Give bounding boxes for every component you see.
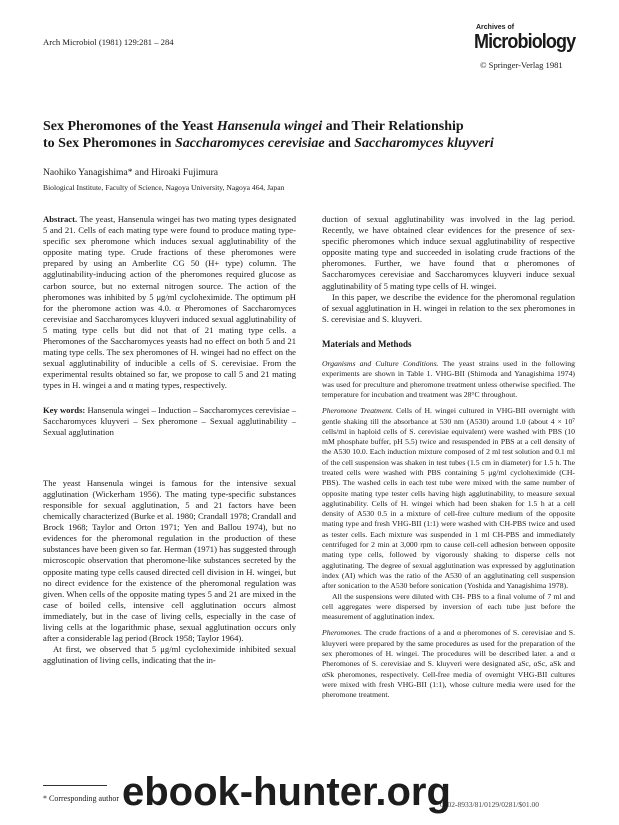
methods-paragraph	[322, 628, 575, 700]
methods-paragraph: All the suspensions were diluted with CH- PBS to a final volume of 7 ml and cell aggregates were dispersed by inversion of each tube just before the measurement of agglutination index.	[322, 591, 575, 622]
copyright-notice: © Springer-Verlag 1981	[480, 60, 563, 70]
title-species: Hansenula wingei	[216, 119, 323, 134]
title-text: and	[324, 136, 355, 151]
doi-code: 0302-8933/81/0129/0281/$01.00	[440, 800, 539, 809]
body-paragraph: In this paper, we describe the evidence for the pheromonal regulation of sexual agglutination in H. wingei in relation to the sex pheromones in S. cerevisiae and S. kluyveri.	[322, 291, 575, 324]
body-paragraph: duction of sexual agglutinability was involved in the lag period. Recently, we have obtained clear evidences for the presence of sex-specific pheromones which induce sexual agglutinability of respective opposite mating type and succeeded in isolating crude fractions of the pheromones. Further, we have found that α pheromones of Saccharomyces cerevisiae and Saccharomyces kluyveri induce sexual agglutinability of 5 mating type cells of H. wingei.	[322, 214, 575, 291]
subsection-heading: Pheromone Treatment.	[322, 406, 394, 416]
affiliation: Biological Institute, Faculty of Science, Nagoya University, Nagoya 464, Japan	[43, 183, 285, 192]
section-heading: Materials and Methods	[322, 338, 412, 349]
footnote-rule	[43, 785, 107, 786]
journal-reference: Arch Microbiol (1981) 129:281 – 284	[43, 37, 174, 47]
abstract	[43, 214, 296, 392]
logo-title: Microbiology	[474, 31, 576, 53]
methods-text: Cells of H. wingei cultured in VHG-BII overnight with gentle shaking till the absorbance at 530 nm (A530) around 1.0 (about 4 × 10⁷ cells/ml in haploid cells of S. cerevisiae equivalent) were washed with PBS (10 mM phosphate buffer, pH 5.5) twice and resuspended in PBS at a cell density of the A530 10.0. Each induction mixture composed of 2 ml test solution and 0.1 ml of the cell suspension was shaken in test tubes (1.5 cm in diameter) for 1.5 h. The treated cells were washed with PBS containing 5 μg/ml cycloheximide (CH-PBS). The washed cells in each test tube were mixed with the same number of opposite mating type tester cells having high agglutinability, to measure sexual agglutinability. Cells of H. wingei which had been shaken for 1.5 h at a cell density of A530 0.5 in a mixture of cell-free culture medium of the opposite mating type and fresh VHG-BII (1:1) were washed with CH-PBS twice and used as tester cells. Each mixture was suspended in 1 ml CH-PBS and immediately centrifuged for 2 min at 3,000 rpm to cause cell-cell adhesion between opposite mating type cells, followed by vigorously shaking to disperse cells not agglutinating. The degree of sexual agglutination was expressed by agglutination index (AI) which was the ratio of the A530 of an agglutinating cell suspension after sonication to the A530 before sonication (Yoshida and Yanagishima 1978).	[322, 406, 576, 591]
keywords-text: Hansenula wingei – Induction – Saccharomyces cerevisiae – Saccharomyces kluyveri – Sex pheromone – Sexual agglutinability – Sexual agglutination	[43, 404, 296, 437]
abstract-text: The yeast, Hansenula wingei has two mating types designated 5 and 21. Cells of each mating type were found to produce mating type-specific sex pheromone which induces sexual agglutinability of the opposite mating type. Crude fractions of these pheromones were prepared by using an Amberlite CG 50 (H+ type) column. The agglutinability-inducing action of the pheromones required glucose as carbon source, but no external nitrogen source. The action of the pheromones was inhibited by 5 μg/ml cycloheximide. The optimum pH for the pheromone action was 4.0. α Pheromones of Saccharomyces cerevisiae and Saccharomyces kluyveri induced sexual agglutinability of 5 mating type cells but did not that of 21 mating type cells. a Pheromones of the Saccharomyces yeasts had no effect on both 5 and 21 mating type cells. The sex pheromones of H. wingei had no effect on the sexual agglutinability of inducible a cells of S. cerevisiae. From the experimental results obtained so far, we propose to call 5 and 21 mating types in H. wingei a and α mating types, respectively.	[43, 214, 297, 391]
left-column	[43, 214, 296, 666]
subsection-heading: Organisms and Culture Conditions.	[322, 359, 439, 369]
authors: Naohiko Yanagishima* and Hiroaki Fujimura	[43, 167, 219, 178]
methods-paragraph	[322, 406, 575, 591]
title-text: and Their Relationship	[322, 119, 464, 134]
intro-paragraph: At first, we observed that 5 μg/ml cycloheximide inhibited sexual agglutination of living cells, indicating that the in-	[43, 644, 296, 666]
subsection-heading: Pheromones.	[322, 628, 363, 638]
methods-text: The crude fractions of a and α pheromones of S. cerevisiae and S. kluyveri were prepared by the same procedures as used for the preparation of the sex pheromones of H. wingei. The procedures will be described later. a and α Pheromones of S. cerevisiae and S. kluyveri were designated aSc, αSc, aSk and αSk pheromones, respectively. Cell-free media of overnight VHG-BII cultures were mixed with fresh VHG-BII (1:1), whose culture media were used for the pheromone treatment.	[322, 628, 575, 700]
logo-subtitle: Archives of	[476, 24, 515, 31]
title-species: Saccharomyces kluyveri	[354, 136, 494, 151]
watermark: ebook-hunter.org	[122, 770, 451, 814]
methods-paragraph	[322, 359, 575, 400]
footnote: * Corresponding author	[43, 794, 119, 803]
title-text: to Sex Pheromones in	[43, 136, 175, 151]
intro-paragraph: The yeast Hansenula wingei is famous for the intensive sexual agglutination (Wickerham 1956). The mating type-specific substances responsible for sexual agglutination, 5 and 21 factors have been chemically characterized (Burke et al. 1980; Crandall 1978; Crandall and Brock 1968; Taylor and Orton 1971; Yen and Ballou 1974), but no evidences for the pheromonal regulation in the production of these substances have been given so far. Herman (1971) has suggested through microscopic observation that pheromone-like substances secreted by the opposite mating type cells caused directed cell division in H. wingei, but no direct evidence for the existence of the pheromonal regulation was given. When cells of the opposite mating types 5 and 21 are mixed in the case of boiled cells, intensive cell agglutination occurs almost immediately, but in the case of living cells, especially in the case of living cells at the logarithmic phase, sexual agglutination occurs only after a considerable lag period (Brock 1958; Taylor 1964).	[43, 477, 296, 644]
keywords	[43, 405, 296, 438]
abstract-heading: Abstract.	[43, 214, 78, 224]
keywords-heading: Key words:	[43, 404, 86, 415]
title-text: Sex Pheromones of the Yeast	[43, 119, 217, 134]
title-species: Saccharomyces cerevisiae	[174, 136, 325, 151]
methods-text: The yeast strains used in the following experiments are shown in Table 1. VHG-BII (Shimoda and Yanagishima 1974) was used for preculture and pheromone treatment unless otherwise specified. The temperature for incubation and treatment was 28°C throughout.	[322, 359, 575, 399]
journal-logo	[474, 24, 578, 52]
article-title	[43, 118, 573, 152]
right-column	[322, 214, 575, 701]
